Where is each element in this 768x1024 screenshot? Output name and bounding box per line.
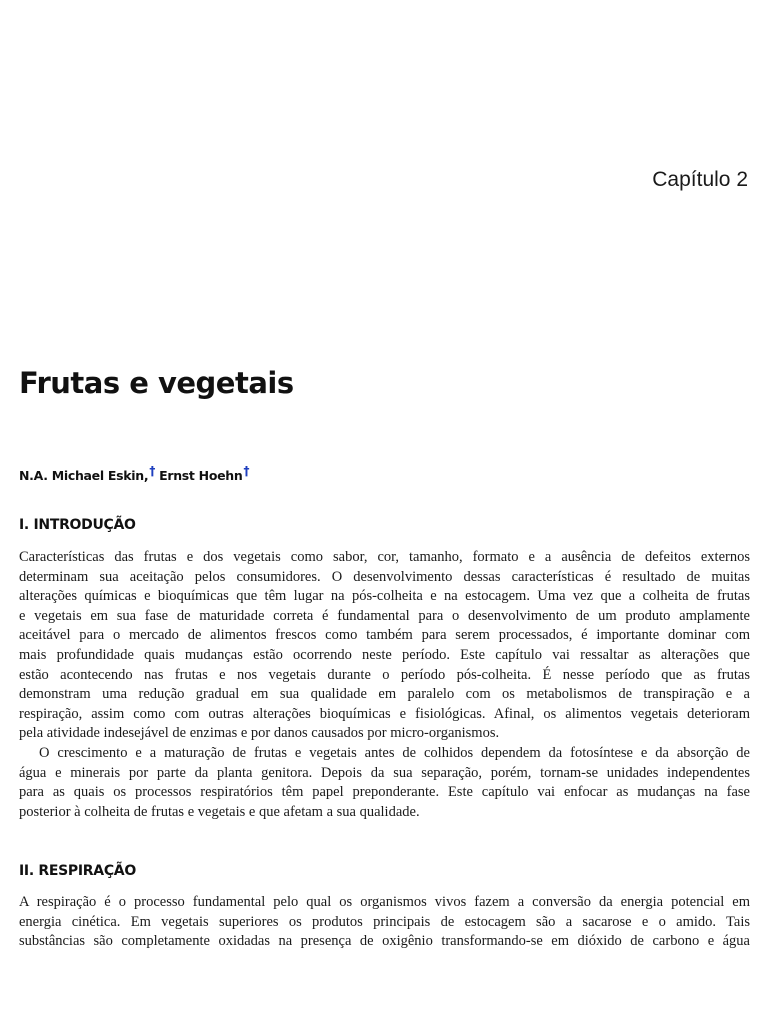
author-line xyxy=(19,464,249,483)
text-line: posterior à colheita de frutas e vegetais e que afetam a sua qualidade. xyxy=(19,803,420,820)
text-line: O crescimento e a maturação de frutas e vegetais antes de colhidos dependem da fotosíntese e da absorção de xyxy=(39,744,750,761)
author-name-2: Ernst Hoehn xyxy=(159,468,243,483)
text-line: A respiração é o processo fundamental pelo qual os organismos vivos fazem a conversão da energia potencial em xyxy=(19,894,750,910)
respiration-paragraph-1 xyxy=(19,893,750,952)
introduction-paragraph-2 xyxy=(19,744,750,822)
text-line: alterações químicas e bioquímicas que têm lugar na pós-colheita e na estocagem. Uma vez que a colheita de frutas xyxy=(19,588,750,605)
text-line: determinam sua aceitação pelos consumidores. O desenvolvimento dessas características é resultado de muitas xyxy=(19,568,750,585)
text-line: respiração, assim como com outras alterações bioquímicas e fisiológicas. Afinal, os alimentos vegetais deterioram xyxy=(19,705,750,722)
introduction-paragraph-1 xyxy=(19,548,750,744)
text-line: substâncias são completamente oxidadas na presença de oxigênio transformando-se em dióxido de carbono e água xyxy=(19,933,750,950)
text-line: demonstram uma redução gradual em sua qualidade em paralelo com os metabolismos de transpiração e a xyxy=(19,686,750,703)
dagger-footnote-marker-2[interactable]: † xyxy=(243,464,250,478)
chapter-title: Frutas e vegetais xyxy=(19,366,294,400)
text-line: estão acontecendo nas frutas e nos vegetais durante o período pós-colheita. É nesse período que as frutas xyxy=(19,666,750,683)
text-line: aceitável para o mercado de alimentos frescos como também para serem processados, é importante dominar com xyxy=(19,627,750,644)
section-heading-respiration: II. RESPIRAÇÃO xyxy=(19,863,136,879)
author-name-1: N.A. Michael Eskin, xyxy=(19,468,149,483)
introduction-body xyxy=(19,548,750,822)
respiration-body xyxy=(19,893,750,952)
text-line: mais profundidade quais mudanças estão ocorrendo neste período. Este capítulo vai ressaltar as alterações que xyxy=(19,646,750,663)
section-heading-introduction: I. INTRODUÇÃO xyxy=(19,517,136,533)
text-line: água e minerais por parte da planta genitora. Depois da sua separação, porém, tornam-se unidades independentes xyxy=(19,764,750,781)
text-line: para as quais os processos respiratórios têm papel preponderante. Este capítulo vai enfocar as mudanças na fase xyxy=(19,784,750,801)
text-line: Características das frutas e dos vegetais como sabor, cor, tamanho, formato e a ausência de defeitos externos xyxy=(19,549,750,565)
text-line: pela atividade indesejável de enzimas e por danos causados por micro-organismos. xyxy=(19,725,500,742)
dagger-footnote-marker-1[interactable]: † xyxy=(149,464,156,478)
text-line: e vegetais em sua fase de maturidade correta é fundamental para o desenvolvimento de um produto amplamente xyxy=(19,607,750,624)
text-line: energia cinética. Em vegetais superiores os produtos principais de estocagem são a sacarose e o amido. Tais xyxy=(19,913,750,930)
chapter-label: Capítulo 2 xyxy=(652,168,748,191)
